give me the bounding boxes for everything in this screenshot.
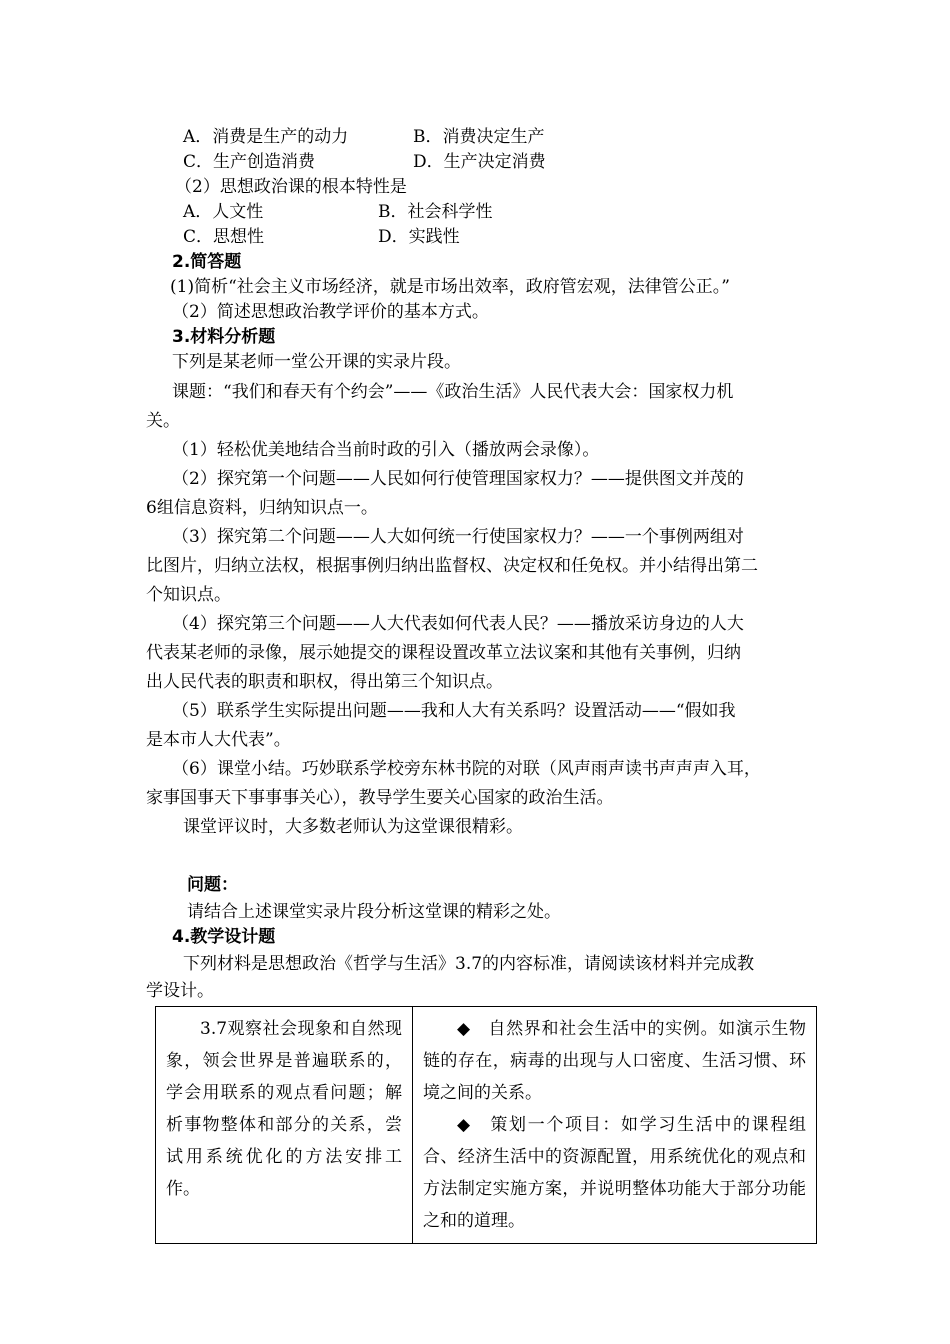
- lesson-step-4-line-3: 出人民代表的职责和职权，得出第三个知识点。: [146, 672, 503, 692]
- q2-option-d: D．实践性: [378, 227, 460, 247]
- question-text: 请结合上述课堂实录片段分析这堂课的精彩之处。: [187, 902, 561, 922]
- table-cell-standard: [156, 1007, 413, 1244]
- standard-text: 3.7观察社会现象和自然现象，领会世界是普遍联系的，学会用联系的观点看问题；解析事物整体和部分的关系，尝试用系统优化的方法安排工作。: [166, 1019, 402, 1199]
- lesson-topic-line-1: 课题：“我们和春天有个约会”——《政治生活》人民代表大会：国家权力机: [172, 382, 734, 402]
- evaluation-note: 课堂评议时，大多数老师认为这堂课很精彩。: [183, 817, 523, 837]
- section3-heading: 3.材料分析题: [172, 327, 276, 347]
- q1-option-b: B．消费决定生产: [413, 127, 545, 147]
- lesson-step-4-line-1: （4）探究第三个问题——人大代表如何代表人民？——播放采访身边的人大: [172, 614, 744, 634]
- q2-option-a: A．人文性: [183, 202, 264, 222]
- q2-option-c: C．思想性: [183, 227, 265, 247]
- lesson-topic-line-2: 关。: [146, 411, 180, 431]
- lesson-step-1: （1）轻松优美地结合当前时政的引入（播放两会录像）。: [172, 440, 600, 460]
- q2-option-b: B．社会科学性: [378, 202, 493, 222]
- section2-heading: 2.简答题: [172, 252, 242, 272]
- section4-intro-line-2: 学设计。: [146, 981, 214, 1001]
- lesson-step-3-line-3: 个知识点。: [146, 585, 231, 605]
- table-row: [156, 1007, 817, 1244]
- section2-question-1: (1)简析“社会主义市场经济，就是市场出效率，政府管宏观，法律管公正。”: [170, 277, 730, 297]
- lesson-step-6-line-1: （6）课堂小结。巧妙联系学校旁东林书院的对联（风声雨声读书声声声入耳，: [172, 759, 761, 779]
- lesson-step-5-line-1: （5）联系学生实际提出问题——我和人大有关系吗？设置活动——“假如我: [172, 701, 736, 721]
- section4-intro-line-1: 下列材料是思想政治《哲学与生活》3.7的内容标准，请阅读该材料并完成教: [183, 954, 755, 974]
- section2-question-2: （2）简述思想政治教学评价的基本方式。: [172, 302, 489, 322]
- q2-stem: （2）思想政治课的根本特性是: [175, 177, 407, 197]
- activity-example-2: ◆ 策划一个项目：如学习生活中的课程组合、经济生活中的资源配置，用系统优化的观点和方法制定实施方案，并说明整体功能大于部分功能之和的道理。: [423, 1115, 806, 1231]
- section3-intro: 下列是某老师一堂公开课的实录片段。: [172, 352, 461, 372]
- activity-example-1: ◆ 自然界和社会生活中的实例。如演示生物链的存在，病毒的出现与人口密度、生活习惯、环境之间的关系。: [423, 1019, 806, 1103]
- question-label: 问题：: [187, 875, 238, 895]
- q1-option-c: C．生产创造消费: [183, 152, 316, 172]
- lesson-step-2-line-2: 6组信息资料，归纳知识点一。: [146, 498, 378, 518]
- lesson-step-6-line-2: 家事国事天下事事事关心），教导学生要关心国家的政治生活。: [146, 788, 614, 808]
- q1-option-a: A．消费是生产的动力: [183, 127, 349, 147]
- lesson-step-3-line-2: 比图片，归纳立法权，根据事例归纳出监督权、决定权和任免权。并小结得出第二: [146, 556, 758, 576]
- section4-heading: 4.教学设计题: [172, 927, 276, 947]
- content-standard-table: [155, 1006, 817, 1244]
- q1-option-d: D．生产决定消费: [413, 152, 546, 172]
- lesson-step-5-line-2: 是本市人大代表”。: [146, 730, 291, 750]
- lesson-step-3-line-1: （3）探究第二个问题——人大如何统一行使国家权力？——一个事例两组对: [172, 527, 744, 547]
- lesson-step-2-line-1: （2）探究第一个问题——人民如何行使管理国家权力？——提供图文并茂的: [172, 469, 744, 489]
- lesson-step-4-line-2: 代表某老师的录像，展示她提交的课程设置改革立法议案和其他有关事例，归纳: [146, 643, 741, 663]
- table-cell-activities: [413, 1007, 817, 1244]
